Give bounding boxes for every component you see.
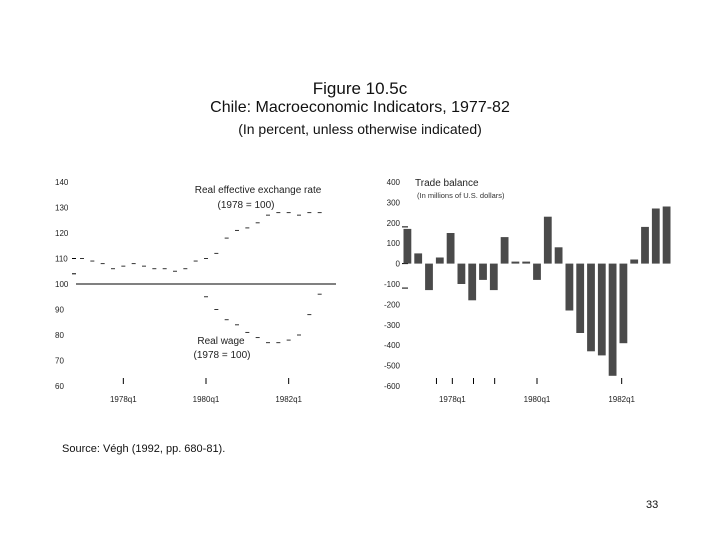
right-chart bbox=[384, 178, 671, 404]
trade-balance-bar bbox=[544, 217, 552, 264]
trade-balance-bar bbox=[458, 264, 466, 284]
page-number: 33 bbox=[646, 499, 659, 511]
trade-balance-bar bbox=[533, 264, 541, 280]
right-y-tick-label: 300 bbox=[386, 198, 400, 208]
left-y-tick-label: 120 bbox=[55, 229, 69, 238]
figure-note: (In percent, unless otherwise indicated) bbox=[238, 121, 482, 137]
trade-balance-bar bbox=[555, 247, 563, 263]
figure-subtitle: Chile: Macroeconomic Indicators, 1977-82 bbox=[210, 99, 510, 116]
trade-balance-bars bbox=[404, 207, 671, 376]
right-y-tick-label: -100 bbox=[383, 280, 400, 289]
right-x-tick-label: 1980q1 bbox=[523, 395, 551, 404]
right-x-tick-label: 1978q1 bbox=[438, 395, 466, 404]
trade-balance-bar bbox=[609, 264, 617, 376]
trade-balance-bar bbox=[630, 260, 638, 264]
exchange-rate-sublabel: (1978 = 100) bbox=[217, 200, 275, 211]
right-y-tick-label: -200 bbox=[383, 300, 400, 310]
trade-balance-bar bbox=[598, 264, 606, 356]
left-y-tick-label: 110 bbox=[55, 254, 68, 264]
left-x-tick-label: 1982q1 bbox=[275, 395, 303, 404]
left-x-tick-label: 1980q1 bbox=[192, 395, 220, 404]
right-y-axis-ticks bbox=[384, 178, 408, 391]
right-y-tick-label: -300 bbox=[383, 320, 400, 330]
left-y-tick-label: 60 bbox=[55, 382, 64, 391]
left-y-tick-label: 130 bbox=[55, 203, 69, 213]
exchange-rate-label: Real effective exchange rate bbox=[194, 185, 322, 196]
right-y-tick-label: 100 bbox=[386, 239, 400, 249]
trade-balance-bar bbox=[436, 258, 444, 264]
right-y-tick-label: -400 bbox=[383, 341, 400, 351]
trade-balance-bar bbox=[576, 264, 584, 333]
trade-balance-sublabel: (In millions of U.S. dollars) bbox=[417, 191, 505, 200]
right-x-tick-label: 1982q1 bbox=[608, 395, 636, 404]
left-y-tick-label: 80 bbox=[55, 331, 64, 340]
trade-balance-bar bbox=[404, 229, 412, 264]
right-y-tick-label: -600 bbox=[383, 382, 400, 391]
right-y-tick-label: -500 bbox=[383, 361, 400, 371]
trade-balance-bar bbox=[479, 264, 487, 280]
trade-balance-bar bbox=[587, 264, 595, 352]
left-chart bbox=[55, 178, 336, 404]
trade-balance-bar bbox=[620, 264, 628, 344]
trade-balance-bar bbox=[501, 237, 509, 264]
trade-balance-bar bbox=[652, 209, 660, 264]
trade-balance-bar bbox=[566, 264, 574, 311]
right-x-axis bbox=[436, 378, 635, 404]
trade-balance-bar bbox=[425, 264, 433, 291]
figure-title: Figure 10.5c bbox=[312, 79, 408, 98]
trade-balance-bar bbox=[414, 253, 422, 263]
right-y-tick-label: 400 bbox=[386, 178, 400, 187]
trade-balance-bar bbox=[468, 264, 476, 301]
trade-balance-bar bbox=[447, 233, 455, 264]
source-note: Source: Végh (1992, pp. 680-81). bbox=[62, 443, 226, 455]
left-y-tick-label: 140 bbox=[55, 178, 69, 187]
left-x-tick-label: 1978q1 bbox=[109, 395, 137, 404]
left-y-axis-ticks bbox=[55, 178, 76, 391]
trade-balance-bar bbox=[522, 262, 530, 264]
trade-balance-bar bbox=[490, 264, 498, 291]
right-y-tick-label: 200 bbox=[386, 218, 400, 228]
left-y-tick-label: 100 bbox=[55, 280, 69, 289]
series-real-exchange-rate bbox=[80, 213, 322, 272]
real-wage-sublabel: (1978 = 100) bbox=[193, 350, 251, 361]
trade-balance-bar bbox=[663, 207, 671, 264]
left-y-tick-label: 70 bbox=[55, 356, 64, 366]
trade-balance-label: Trade balance bbox=[415, 178, 479, 189]
trade-balance-bar bbox=[512, 262, 520, 264]
trade-balance-bar bbox=[641, 227, 649, 264]
right-y-tick-label: 0 bbox=[395, 259, 400, 269]
real-wage-label: Real wage bbox=[197, 336, 245, 347]
left-x-axis bbox=[110, 378, 303, 404]
left-y-tick-label: 90 bbox=[55, 305, 64, 315]
